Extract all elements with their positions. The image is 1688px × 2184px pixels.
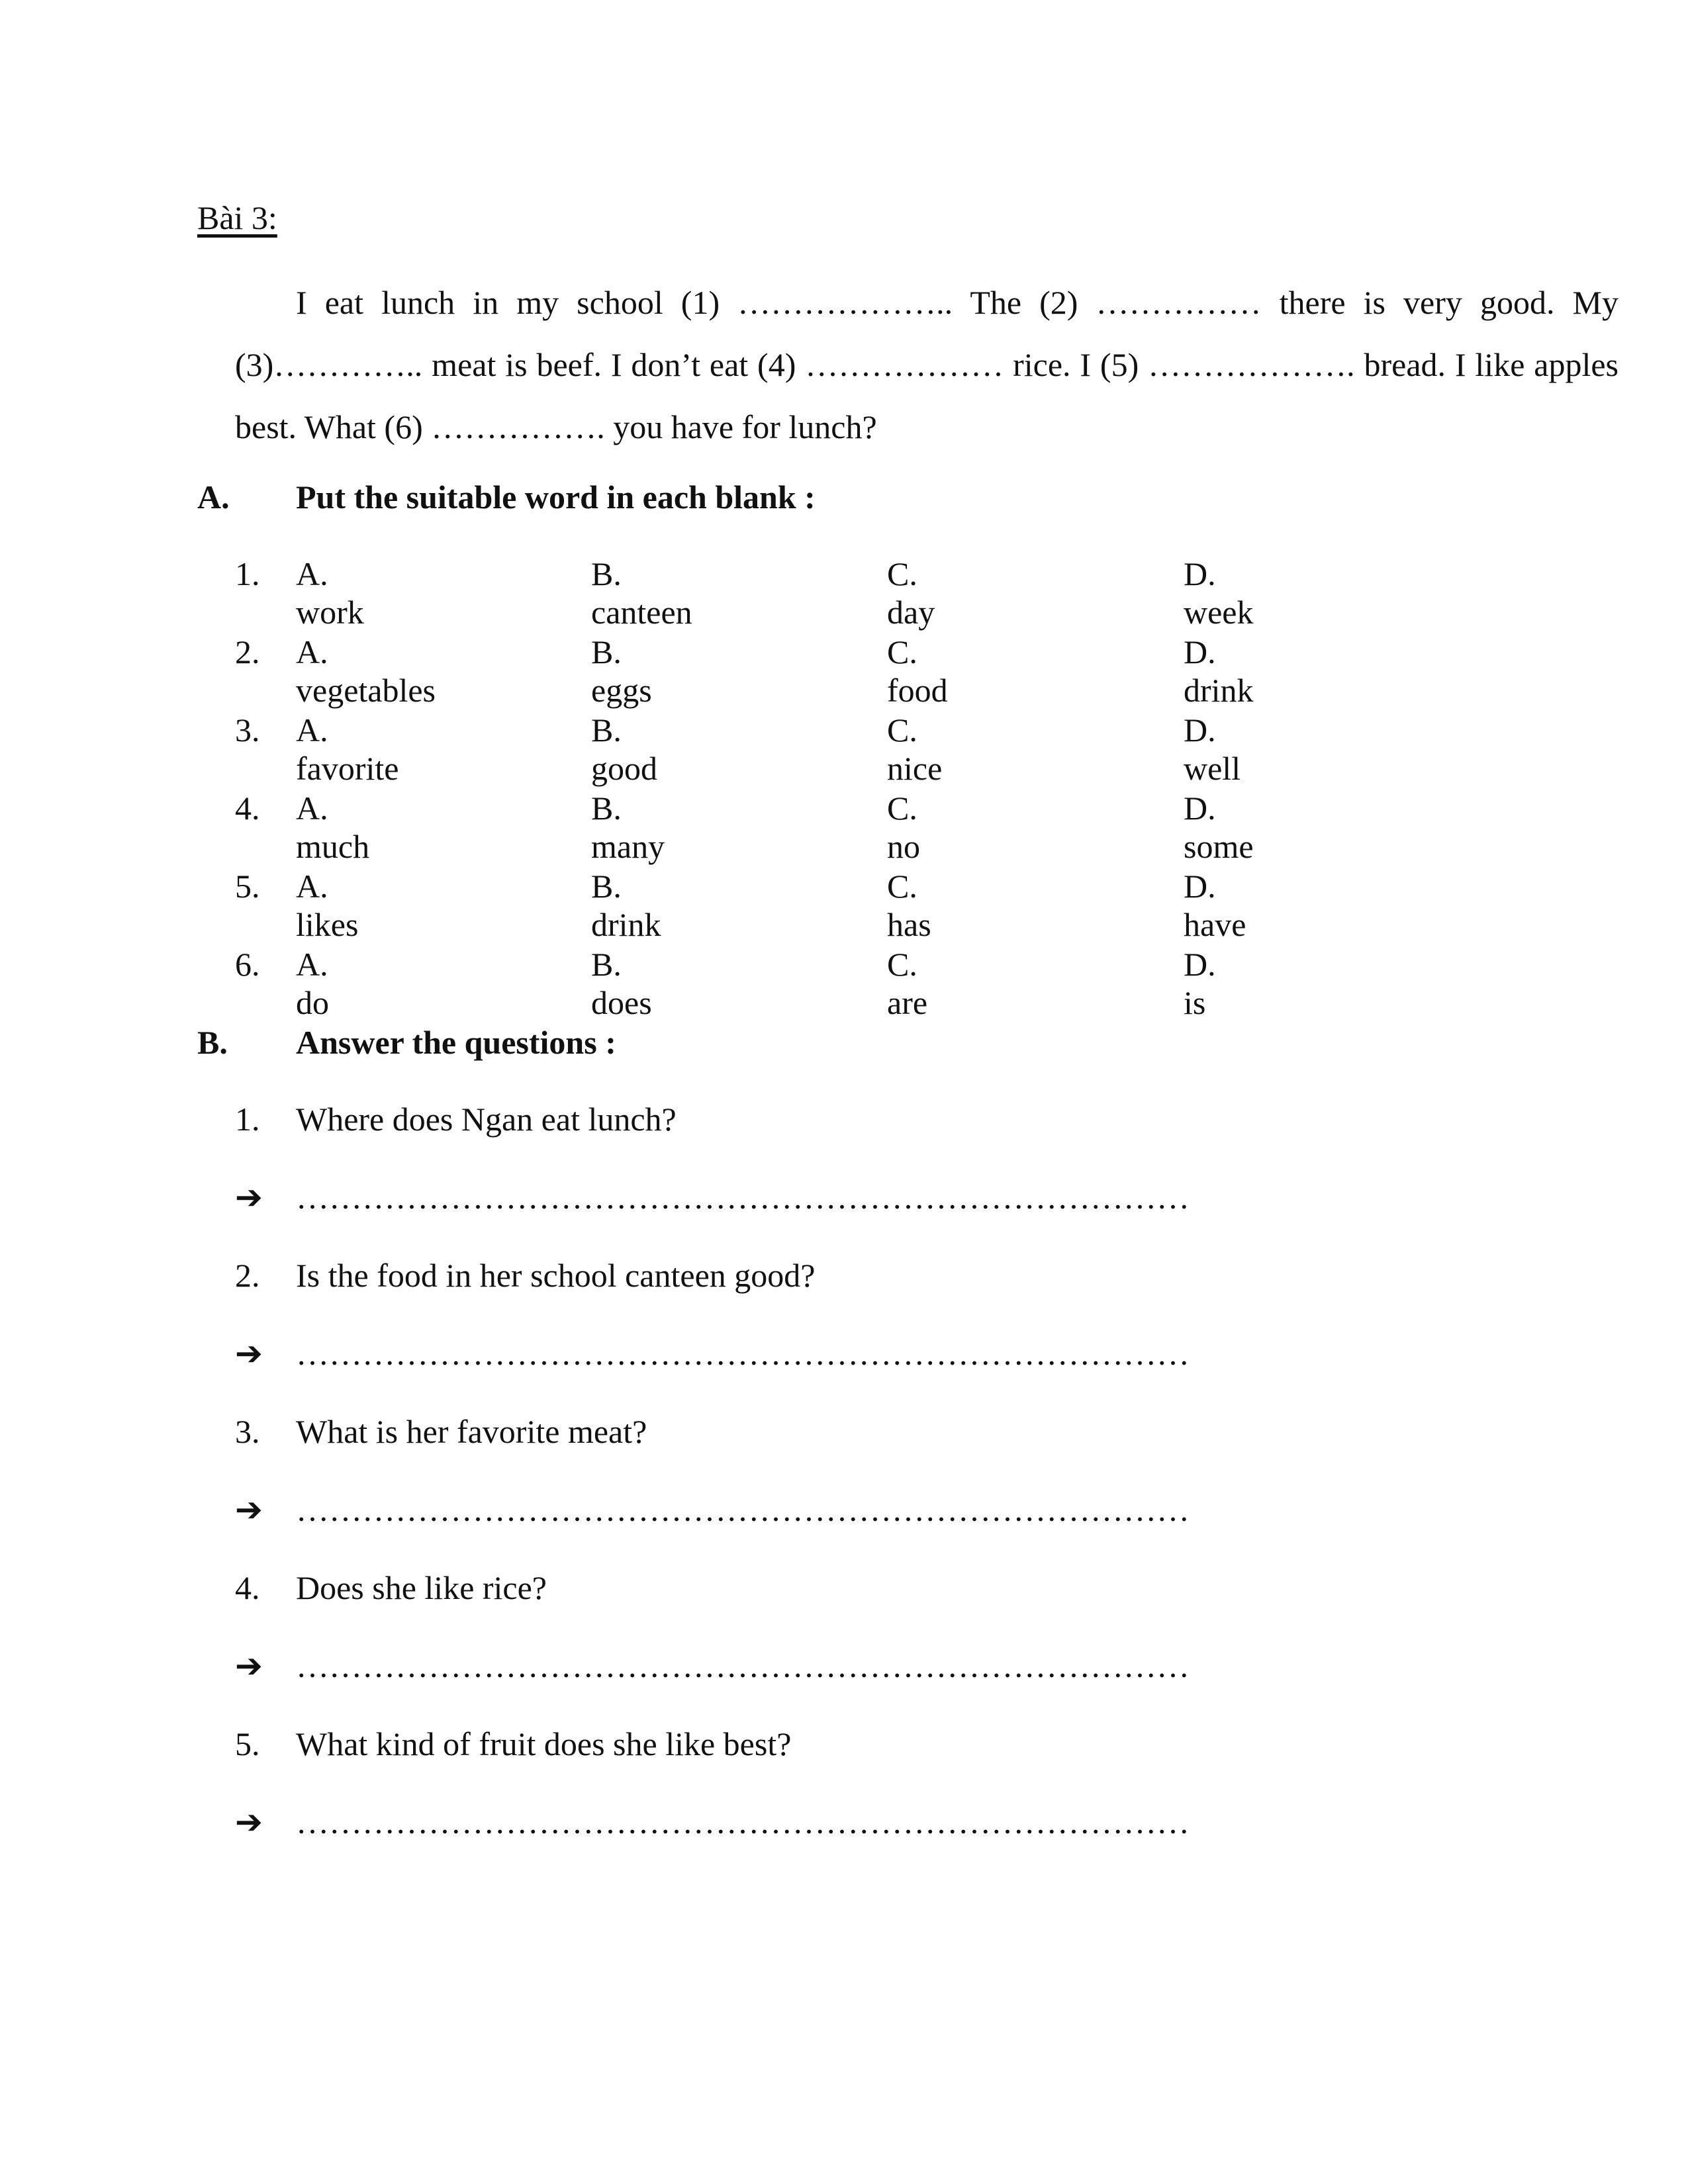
- option-c: C. day: [887, 555, 935, 631]
- exercise-title: Bài 3:: [197, 199, 277, 236]
- option-d: D. is: [1184, 946, 1216, 1021]
- option-d: D. well: [1184, 711, 1241, 787]
- choice-number: 6.: [235, 946, 260, 983]
- section-a-letter: A.: [197, 478, 230, 516]
- option-d: D. drink: [1184, 633, 1254, 709]
- choice-number: 1.: [235, 555, 260, 592]
- question-number: 5.: [235, 1725, 260, 1762]
- answer-blank[interactable]: ………………………………………………………………………: [296, 1179, 1190, 1216]
- option-a: A. vegetables: [296, 633, 436, 709]
- option-d: D. week: [1184, 555, 1254, 631]
- choice-number: 5.: [235, 868, 260, 905]
- answer-blank[interactable]: ………………………………………………………………………: [296, 1803, 1190, 1841]
- answer-blank[interactable]: ………………………………………………………………………: [296, 1335, 1190, 1372]
- question-number: 4.: [235, 1569, 260, 1606]
- arrow-right-icon: ➔: [235, 1335, 263, 1372]
- answer-blank[interactable]: ………………………………………………………………………: [296, 1491, 1190, 1528]
- question-text: Does she like rice?: [296, 1569, 547, 1606]
- choice-number: 2.: [235, 633, 260, 670]
- choice-number: 4.: [235, 790, 260, 827]
- option-a: A. work: [296, 555, 364, 631]
- cloze-passage: I eat lunch in my school (1) ……………….. The (2) …………… there is very good. My (3)………….. meat is beef. I don’t eat (4) ……………… rice. I (5) ………………. bread. I like apples best. What (6) ……………. you have for lunch?: [235, 284, 1618, 445]
- choice-number: 3.: [235, 711, 260, 749]
- option-d: D. have: [1184, 868, 1246, 943]
- option-c: C. has: [887, 868, 931, 943]
- section-b-letter: B.: [197, 1024, 228, 1061]
- option-a: A. likes: [296, 868, 359, 943]
- section-a-heading: Put the suitable word in each blank :: [296, 478, 816, 516]
- option-b: B. canteen: [591, 555, 692, 631]
- question-text: Is the food in her school canteen good?: [296, 1257, 816, 1294]
- question-number: 2.: [235, 1257, 260, 1294]
- option-c: C. nice: [887, 711, 943, 787]
- arrow-right-icon: ➔: [235, 1647, 263, 1684]
- question-text: What is her favorite meat?: [296, 1413, 647, 1450]
- option-a: A. do: [296, 946, 329, 1021]
- option-b: B. many: [591, 790, 665, 865]
- option-b: B. eggs: [591, 633, 652, 709]
- option-c: C. food: [887, 633, 948, 709]
- option-b: B. does: [591, 946, 652, 1021]
- option-b: B. good: [591, 711, 657, 787]
- arrow-right-icon: ➔: [235, 1491, 263, 1528]
- option-c: C. are: [887, 946, 928, 1021]
- option-a: A. favorite: [296, 711, 399, 787]
- arrow-right-icon: ➔: [235, 1179, 263, 1216]
- option-a: A. much: [296, 790, 370, 865]
- answer-blank[interactable]: ………………………………………………………………………: [296, 1647, 1190, 1684]
- arrow-right-icon: ➔: [235, 1803, 263, 1841]
- question-number: 3.: [235, 1413, 260, 1450]
- option-b: B. drink: [591, 868, 661, 943]
- option-d: D. some: [1184, 790, 1254, 865]
- question-number: 1.: [235, 1101, 260, 1138]
- option-c: C. no: [887, 790, 920, 865]
- question-text: Where does Ngan eat lunch?: [296, 1101, 677, 1138]
- section-b-heading: Answer the questions :: [296, 1024, 616, 1061]
- question-text: What kind of fruit does she like best?: [296, 1725, 792, 1762]
